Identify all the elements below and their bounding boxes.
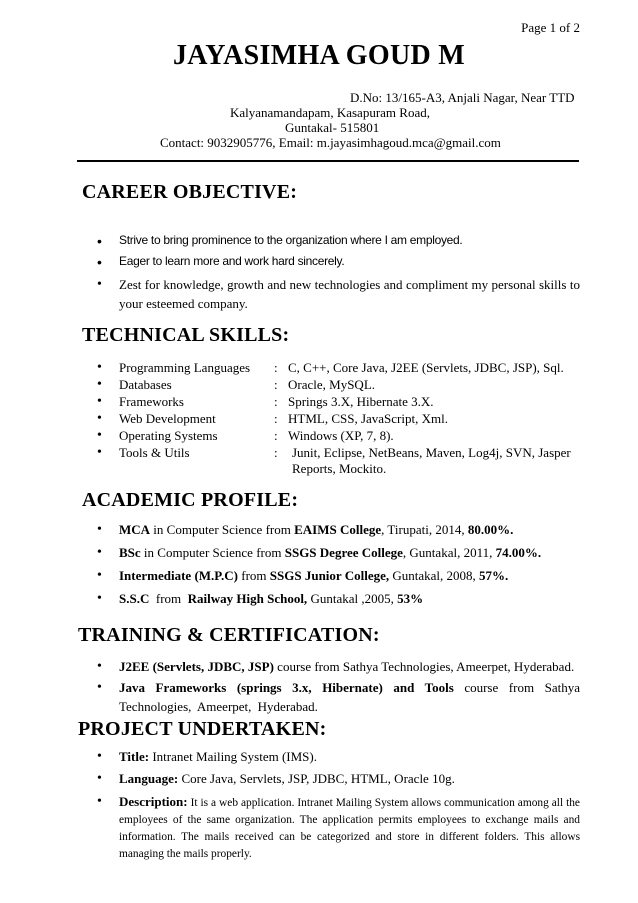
list-item (85, 657, 580, 676)
contact-line: Contact: 9032905776, Email: m.jayasimhagoud.mca@gmail.com (160, 135, 501, 150)
academic-list (85, 522, 580, 614)
career-objective-list-cont (85, 275, 580, 313)
score: 80.00%. (467, 522, 514, 537)
list-item (85, 793, 580, 863)
academic-text: in Computer Science from (140, 545, 285, 560)
project-text: Intranet Mailing System (IMS). (149, 749, 317, 764)
address-line-3: Guntakal- 515801 (285, 120, 380, 135)
academic-text: in Computer Science from (150, 522, 295, 537)
address-line-1: D.No: 13/165-A3, Anjali Nagar, Near TTD (350, 90, 575, 105)
academic-text: Guntakal, 2008, (389, 568, 480, 583)
list-item (85, 522, 580, 545)
training-text: course from Sathya Technologies, Ameerpet, Hyderabad. (273, 659, 575, 674)
degree: BSc (119, 545, 141, 560)
academic-text: , Tirupati, 2014, (381, 522, 468, 537)
address-line-2: Kalyanamandapam, Kasapuram Road, (230, 105, 430, 120)
skill-row: • Frameworks : Springs 3.X, Hibernate 3.X. (85, 394, 580, 411)
skill-row: • Tools & Utils : Junit, Eclipse, NetBeans, Maven, Log4j, SVN, Jasper Reports, Mockito. (85, 445, 580, 479)
skill-value: HTML, CSS, JavaScript, Xml. (288, 411, 448, 426)
project-label: Language: (119, 771, 179, 786)
training-list (85, 657, 580, 716)
project-list (85, 749, 580, 863)
score: 74.00%. (495, 545, 542, 560)
college: SSGS Junior College, (269, 568, 390, 583)
training-title: Java Frameworks (springs 3.x, Hibernate) and Tools (119, 680, 454, 695)
skill-row: • Programming Languages : C, C++, Core Java, J2EE (Servlets, JDBC, JSP), Sql. (85, 360, 580, 377)
skill-value: Windows (XP, 7, 8). (288, 428, 394, 443)
candidate-name: JAYASIMHA GOUD M (172, 40, 466, 71)
degree: S.S.C (119, 591, 150, 606)
skill-key: Frameworks (119, 394, 184, 409)
skill-value: Junit, Eclipse, NetBeans, Maven, Log4j, SVN, Jasper Reports, Mockito. (292, 445, 571, 476)
academic-text: from (238, 568, 270, 583)
list-item (85, 275, 580, 313)
project-heading: PROJECT UNDERTAKEN: (78, 718, 327, 740)
skill-value: Springs 3.X, Hibernate 3.X. (288, 394, 434, 409)
list-item (85, 749, 580, 771)
project-text: It is a web application. Intranet Mailing System allows communication among all the employees of the same organization. The application permits employees to exchange mails and information. The mails received can be categorized and store in different folders. This allows managing the mails properly. (119, 797, 580, 860)
college: Railway High School, (187, 591, 308, 606)
list-item: • Eager to learn more and work hard sincerely. (85, 254, 580, 275)
score: 57%. (479, 568, 509, 583)
list-item (85, 771, 580, 793)
training-heading: TRAINING & CERTIFICATION: (78, 624, 380, 646)
skill-key: Databases (119, 377, 172, 392)
academic-text: , Guntakal, 2011, (402, 545, 496, 560)
list-item (85, 678, 580, 716)
project-label: Title: (119, 749, 150, 764)
score: 53% (397, 591, 424, 606)
skill-row: • Operating Systems : Windows (XP, 7, 8). (85, 428, 580, 445)
skill-value: C, C++, Core Java, J2EE (Servlets, JDBC, JSP), Sql. (288, 360, 564, 375)
skill-key: Web Development (119, 411, 216, 426)
skill-key: Programming Languages (119, 360, 251, 375)
page-number: Page 1 of 2 (521, 20, 580, 35)
skill-row: • Databases : Oracle, MySQL. (85, 377, 580, 394)
college: SSGS Degree College (284, 545, 403, 560)
skill-value: Oracle, MySQL. (288, 377, 376, 392)
training-title: J2EE (Servlets, JDBC, JSP) (119, 659, 274, 674)
career-objective-list (85, 233, 580, 275)
academic-profile-heading: ACADEMIC PROFILE: (82, 489, 299, 511)
list-item (85, 568, 580, 591)
academic-text: from (149, 591, 188, 606)
training-text: course from Sathya Technologies, Ameerpet, Hyderabad. (119, 680, 580, 714)
header-divider (77, 160, 579, 162)
skill-key: Operating Systems (119, 428, 218, 443)
career-item-text: Zest for knowledge, growth and new technologies and compliment my personal skills to your esteemed company. (119, 277, 580, 311)
project-label: Description: (119, 794, 188, 809)
degree: Intermediate (M.P.C) (119, 568, 239, 583)
skill-key: Tools & Utils (119, 445, 190, 460)
skill-row: • Web Development : HTML, CSS, JavaScript, Xml. (85, 411, 580, 428)
project-text: Core Java, Servlets, JSP, JDBC, HTML, Oracle 10g. (178, 771, 455, 786)
technical-skills-heading: TECHNICAL SKILLS: (82, 324, 290, 346)
degree: MCA (119, 522, 151, 537)
college: EAIMS College (294, 522, 382, 537)
list-item (85, 545, 580, 568)
academic-text: Guntakal ,2005, (307, 591, 398, 606)
list-item (85, 591, 580, 614)
technical-skills-list (85, 360, 580, 479)
list-item: • Strive to bring prominence to the organization where I am employed. (85, 233, 580, 254)
career-objective-heading: CAREER OBJECTIVE: (82, 181, 298, 203)
